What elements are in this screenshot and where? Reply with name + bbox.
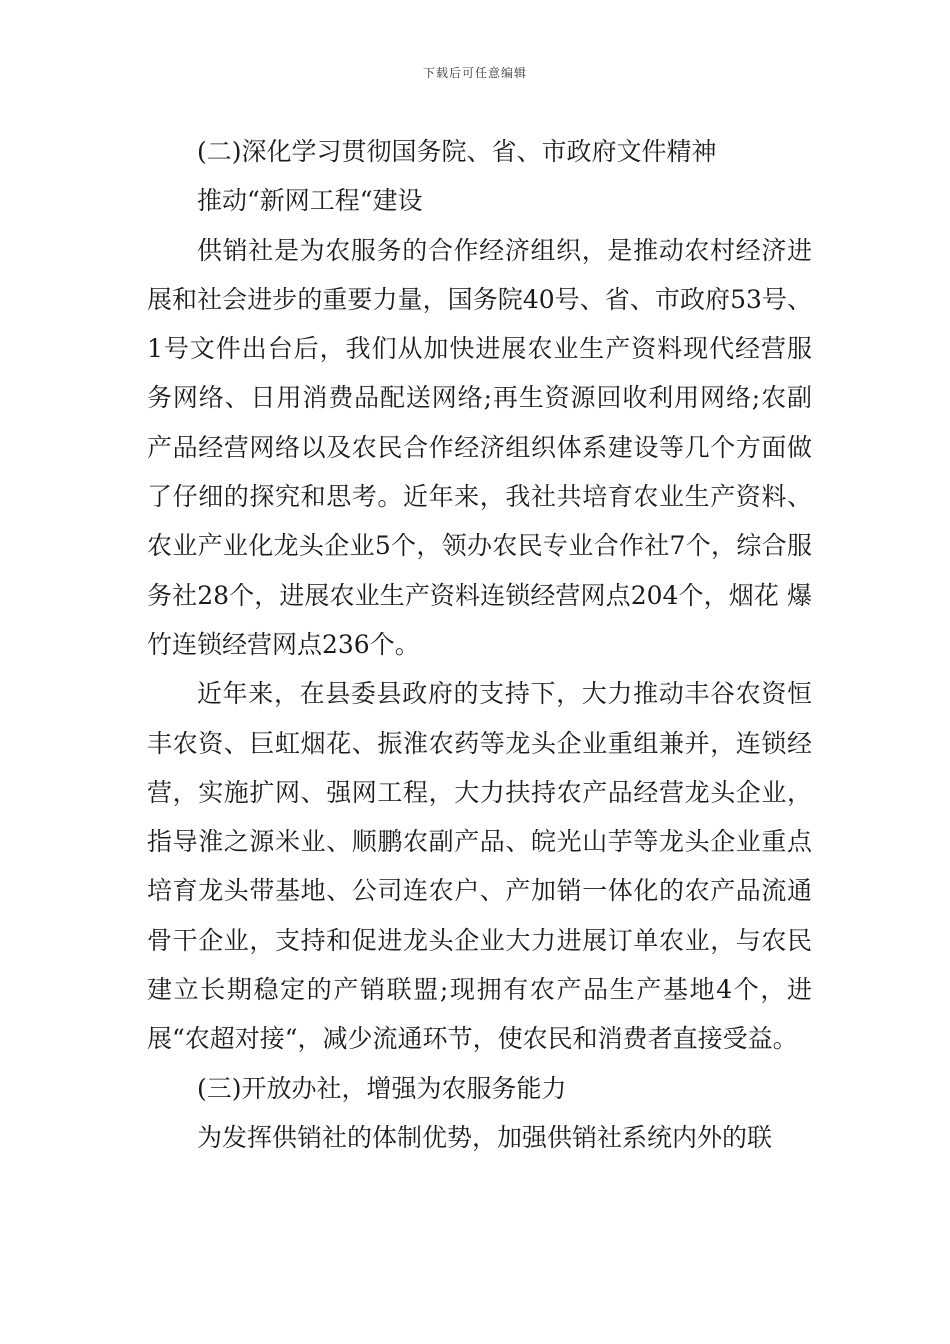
- section-heading: (三)开放办社，增强为农服务能力: [197, 1073, 567, 1103]
- paragraph: 近年来，在县委县政府的支持下，大力推动丰谷农资恒丰农资、巨虹烟花、振淮农药等龙头企业重组兼并，连锁经营，实施扩网、强网工程，大力扶持农产品经营龙头企业，指导淮之源米业、顺鹏农副产品、皖光山芋等龙头企业重点培育龙头带基地、公司连农户、产加销一体化的农产品流通骨干企业，支持和促进龙头企业大力进展订单农业，与农民建立长期稳定的产销联盟;现拥有农产品生产基地4个，进展“农超对接“，减少流通环节，使农民和消费者直接受益。: [147, 679, 812, 1054]
- paragraph: 为发挥供销社的体制优势，加强供销社系统内外的联: [197, 1122, 773, 1152]
- section-subheading: 推动“新网工程“建设: [197, 186, 423, 216]
- paragraph: 供销社是为农服务的合作经济组织，是推动农村经济进展和社会进步的重要力量，国务院40号、省、市政府53号、1号文件出台后，我们从加快进展农业生产资料现代经营服务网络、日用消费品配送网络;再生资源回收利用网络;农副产品经营网络以及农民合作经济组织体系建设等几个方面做了仔细的探究和思考。近年来，我社共培育农业生产资料、农业产业化龙头企业5个，领办农民专业合作社7个，综合服务社28个，进展农业生产资料连锁经营网点204个，烟花 爆竹连锁经营网点236个。: [147, 235, 812, 659]
- section-heading: (二)深化学习贯彻国务院、省、市政府文件精神: [197, 137, 717, 166]
- page-header: 下载后可任意编辑: [422, 66, 527, 80]
- document-body: [147, 127, 812, 1162]
